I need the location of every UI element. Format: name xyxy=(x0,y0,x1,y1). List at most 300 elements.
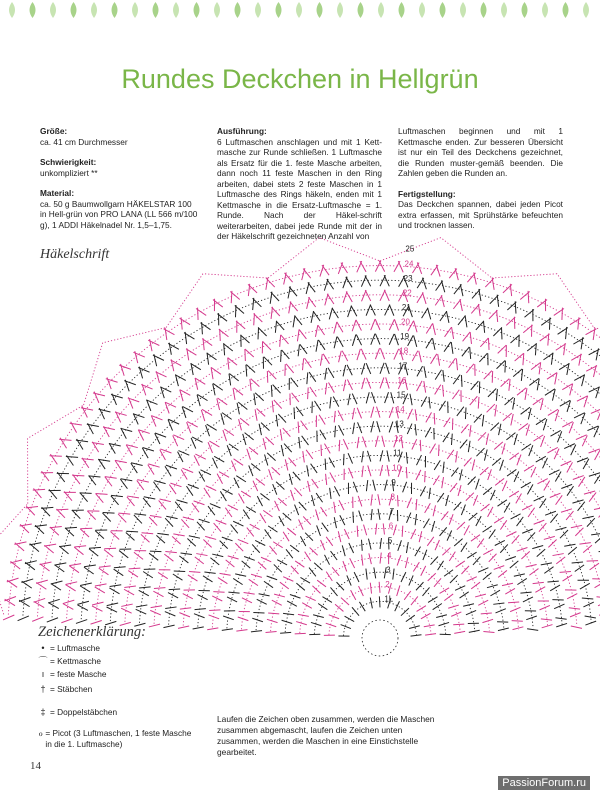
stitch-mark xyxy=(387,451,389,462)
stitch-mark xyxy=(206,425,210,436)
stitch-mark xyxy=(348,453,352,463)
drop-shape xyxy=(378,2,384,18)
drop-shape xyxy=(419,2,425,18)
stitch-mark xyxy=(500,544,508,552)
stitch-mark xyxy=(329,615,339,619)
stitch-mark xyxy=(563,575,573,581)
stitch-mark xyxy=(417,606,426,612)
stitch-mark xyxy=(240,418,249,425)
stitch-mark xyxy=(511,414,513,425)
stitch-mark xyxy=(95,584,107,586)
stitch-mark xyxy=(334,411,335,422)
stitch-mark xyxy=(296,583,304,590)
stitch-mark xyxy=(557,431,561,442)
stitch-mark xyxy=(298,344,299,356)
stitch-mark xyxy=(95,531,104,539)
stitch-mark xyxy=(127,496,139,498)
stitch-mark xyxy=(391,392,394,403)
stitch-mark xyxy=(330,472,336,482)
stitch-mark xyxy=(452,390,459,399)
stitch-mark xyxy=(267,453,275,461)
stitch-mark xyxy=(521,407,530,414)
stitch-mark xyxy=(550,585,560,591)
stitch-mark xyxy=(207,628,218,630)
stitch-mark xyxy=(137,480,149,483)
stitch-mark xyxy=(253,481,258,491)
stitch-mark xyxy=(51,584,61,591)
stitch-mark xyxy=(326,537,333,546)
stitch-mark xyxy=(587,518,595,526)
stitch-mark xyxy=(420,440,421,451)
stitch-mark xyxy=(461,375,462,387)
stitch-mark xyxy=(127,497,135,506)
stitch-mark xyxy=(260,513,266,523)
stitch-mark xyxy=(279,516,284,526)
stitch-mark xyxy=(349,468,353,478)
round-number-label: 9 xyxy=(391,477,396,487)
stitch-mark xyxy=(489,310,497,319)
round-group xyxy=(18,275,600,620)
stitch-mark xyxy=(378,494,380,505)
drop-shape xyxy=(522,2,528,18)
stitch-mark xyxy=(476,321,484,330)
stitch-mark xyxy=(502,481,507,491)
stitch-mark xyxy=(562,422,572,427)
stitch-mark xyxy=(233,521,243,526)
stitch-mark xyxy=(325,459,326,470)
stitch-mark xyxy=(478,600,488,605)
material-text: ca. 50 g Baumwollgarn HÄKELSTAR 100 in Hell-grün von PRO LANA (LL 566 m/100 g), 1 ADDI Häkelnadel Nr. 1,5–1,75. xyxy=(40,198,198,230)
stitch-mark xyxy=(308,282,315,292)
stitch-mark xyxy=(433,604,442,610)
stitch-mark xyxy=(426,338,432,348)
round-group xyxy=(76,334,600,624)
stitch-mark xyxy=(498,500,507,506)
stitch-mark xyxy=(257,408,266,416)
stitch-mark xyxy=(149,517,157,525)
stitch-mark xyxy=(528,408,531,419)
petal-point xyxy=(28,405,84,504)
stitch-mark xyxy=(464,525,469,535)
stitch-mark xyxy=(187,538,195,546)
stitch-mark xyxy=(393,569,394,580)
stitch-mark xyxy=(316,340,318,352)
stitch-mark xyxy=(275,501,280,511)
round-number-label: 12 xyxy=(394,434,403,444)
stitch-mark xyxy=(335,426,336,437)
stitch-mark xyxy=(211,367,213,379)
stitch-mark xyxy=(416,470,421,480)
stitch-mark xyxy=(126,531,138,532)
stitch-mark xyxy=(522,505,532,510)
stitch-mark xyxy=(271,385,272,397)
stitch-mark xyxy=(165,552,176,553)
stitch-mark xyxy=(589,473,600,476)
stitch-mark xyxy=(524,465,534,471)
stitch-mark xyxy=(416,582,423,590)
stitch-mark xyxy=(110,532,119,540)
stitch-mark xyxy=(214,523,221,532)
stitch-mark xyxy=(438,354,440,366)
stitch-mark xyxy=(36,582,46,589)
stitch-mark xyxy=(451,342,453,354)
stitch-mark xyxy=(414,335,417,346)
stitch-mark xyxy=(484,371,492,380)
stitch-mark xyxy=(209,610,220,611)
stitch-mark xyxy=(339,500,344,510)
stitch-mark xyxy=(470,396,478,405)
stitch-mark xyxy=(239,494,245,504)
round-number-label: 3 xyxy=(386,565,391,575)
round-number-label: 4 xyxy=(387,550,392,560)
stitch-mark xyxy=(575,528,583,536)
stitch-mark xyxy=(306,450,313,459)
round-number-label: 11 xyxy=(393,448,402,458)
stitch-mark xyxy=(478,397,479,409)
stitch-mark xyxy=(335,604,343,611)
stitch-mark xyxy=(442,548,450,556)
stitch-mark xyxy=(231,524,238,533)
finishing-text: Das Deckchen spannen, dabei jeden Picot extra erfassen, mit Sprühstärke befeuchten und trocknen lassen. xyxy=(398,199,563,230)
stitch-mark xyxy=(467,552,476,558)
stitch-mark xyxy=(56,509,68,510)
stitch-mark xyxy=(293,472,300,481)
stitch-mark xyxy=(102,513,110,522)
stitch-mark xyxy=(594,507,600,509)
stitch-mark xyxy=(380,377,384,388)
stitch-mark xyxy=(193,627,204,629)
stitch-mark xyxy=(247,528,254,537)
stitch-mark xyxy=(496,609,506,613)
stitch-mark xyxy=(370,305,375,316)
stitch-mark xyxy=(59,545,71,547)
stitch-mark xyxy=(222,489,232,494)
stitch-mark xyxy=(278,414,286,423)
stitch-mark xyxy=(172,536,180,544)
stitch-mark xyxy=(173,435,184,440)
stitch-mark xyxy=(294,408,295,420)
stitch-mark xyxy=(348,394,350,405)
stitch-mark xyxy=(328,368,334,378)
stitch-mark xyxy=(541,436,545,447)
stitch-mark xyxy=(194,614,205,618)
stitch-mark xyxy=(425,634,436,636)
stitch-mark xyxy=(300,577,310,583)
stitch-mark xyxy=(352,335,356,346)
stitch-mark xyxy=(375,319,380,330)
stitch-mark xyxy=(134,552,143,559)
stitch-mark xyxy=(389,334,394,345)
stitch-mark xyxy=(322,523,329,532)
stitch-mark xyxy=(443,462,444,473)
stitch-mark xyxy=(250,524,260,529)
stitch-mark xyxy=(478,432,486,440)
stitch-mark xyxy=(401,572,406,582)
stitch-mark xyxy=(417,381,422,391)
stitch-mark xyxy=(494,566,505,570)
stitch-mark xyxy=(535,343,536,355)
stitch-mark xyxy=(397,585,400,596)
stitch-mark xyxy=(534,496,544,501)
stitch-mark xyxy=(354,572,359,582)
stitch-mark xyxy=(268,371,276,380)
round-number-label: 14 xyxy=(395,405,405,415)
drop-shape xyxy=(173,2,179,18)
stitch-mark xyxy=(555,410,559,421)
drop-shape xyxy=(501,2,507,18)
stitch-mark xyxy=(535,587,545,593)
stitch-mark xyxy=(268,526,277,532)
legend-text: = Doppelstäbchen xyxy=(50,707,118,717)
round-number-label: 18 xyxy=(399,346,409,356)
stitch-mark xyxy=(134,514,146,515)
stitch-mark xyxy=(505,557,516,561)
stitch-mark xyxy=(562,308,563,320)
center-ring xyxy=(362,620,398,656)
drop-shape xyxy=(337,2,343,18)
stitch-mark xyxy=(238,617,249,621)
stitch-mark xyxy=(149,624,160,627)
stitch-mark xyxy=(434,460,440,470)
stitch-mark xyxy=(521,551,529,559)
stitch-mark xyxy=(3,615,14,620)
stitch-mark xyxy=(513,627,524,630)
stitch-mark xyxy=(440,527,447,536)
stitch-mark xyxy=(41,507,53,508)
stitch-mark xyxy=(495,478,504,485)
round-group xyxy=(61,319,600,623)
stitch-mark xyxy=(450,483,457,492)
stitch-mark xyxy=(178,626,189,628)
stitch-mark xyxy=(409,626,420,629)
stitch-mark xyxy=(264,581,273,587)
stitch-mark xyxy=(554,449,559,460)
stitch-mark xyxy=(371,509,372,520)
stitch-mark xyxy=(303,516,311,524)
stitch-mark xyxy=(362,540,363,551)
stitch-mark xyxy=(326,572,332,581)
legend-item xyxy=(36,728,196,749)
stitch-mark xyxy=(32,617,43,622)
stitch-mark xyxy=(561,484,572,488)
stitch-mark xyxy=(419,351,422,362)
stitch-mark xyxy=(377,407,380,418)
stitch-mark xyxy=(375,436,378,447)
stitch-mark xyxy=(281,350,282,362)
stitch-mark xyxy=(514,434,517,445)
stitch-mark xyxy=(370,598,372,609)
stitch-mark xyxy=(362,290,367,301)
stitch-mark xyxy=(166,516,177,518)
stitch-mark xyxy=(209,615,220,619)
stitch-mark xyxy=(325,368,327,380)
stitch-mark xyxy=(47,618,58,622)
stitch-mark xyxy=(425,503,431,513)
stitch-mark xyxy=(238,539,248,543)
stitch-mark xyxy=(405,557,408,568)
round-number-label: 5 xyxy=(387,536,393,546)
stitch-mark xyxy=(522,444,532,451)
stitch-mark xyxy=(191,438,196,449)
stitch-mark xyxy=(149,553,158,560)
stitch-mark xyxy=(375,348,379,359)
stitch-mark xyxy=(371,392,375,403)
stitch-mark xyxy=(334,502,336,513)
stitch-mark xyxy=(351,306,357,317)
stitch-mark xyxy=(310,387,317,397)
stitch-mark xyxy=(253,298,262,306)
stitch-mark xyxy=(429,397,430,409)
stitch-mark xyxy=(309,568,316,577)
stitch-mark xyxy=(451,434,452,445)
stitch-mark xyxy=(303,269,311,279)
stitch-mark xyxy=(283,428,291,437)
stitch-mark xyxy=(314,401,320,411)
stitch-mark xyxy=(469,513,478,520)
stitch-mark xyxy=(357,408,361,419)
stitch-mark xyxy=(471,535,480,542)
stitch-mark xyxy=(358,422,362,433)
stitch-mark xyxy=(427,537,434,546)
stitch-mark xyxy=(337,582,344,590)
stitch-mark xyxy=(330,397,331,409)
stitch-mark xyxy=(186,486,192,496)
round-number-label: 21 xyxy=(401,302,411,312)
stitch-mark xyxy=(199,471,205,481)
stitch-mark xyxy=(387,465,389,476)
stitch-mark xyxy=(221,413,224,424)
stitch-mark xyxy=(343,439,348,449)
stitch-mark xyxy=(51,581,63,584)
stitch-mark xyxy=(479,289,481,301)
stitch-mark xyxy=(357,349,360,360)
stitch-mark xyxy=(210,558,219,565)
stitch-mark xyxy=(371,319,375,330)
difficulty-heading: Schwierigkeit: xyxy=(40,157,97,167)
stitch-mark xyxy=(7,578,19,582)
stitch-mark xyxy=(442,477,444,488)
stitch-mark xyxy=(490,490,495,500)
stitch-mark xyxy=(308,387,309,399)
stitch-mark xyxy=(284,444,292,453)
stitch-mark xyxy=(150,610,161,615)
chain-arc xyxy=(329,587,431,635)
stitch-mark xyxy=(357,437,359,448)
note-text: Laufen die Zeichen oben zusammen, werden die Maschen zusammen abgemascht, laufen die Zeichen unten zusammen, werden die Maschen in eine Einstichstelle gearbeitet. xyxy=(217,714,435,757)
stitch-mark xyxy=(517,455,521,466)
stitch-mark xyxy=(119,365,131,369)
stitch-mark xyxy=(325,555,330,565)
stitch-mark xyxy=(119,551,128,558)
stitch-mark xyxy=(258,562,266,570)
stitch-mark xyxy=(511,335,520,343)
stitch-mark xyxy=(590,563,599,570)
stitch-mark xyxy=(514,471,519,481)
stitch-mark xyxy=(540,499,546,508)
chart-title: Häkelschrift xyxy=(40,247,110,262)
stitch-mark xyxy=(532,545,543,548)
page-title: Rundes Deckchen in Hellgrün xyxy=(121,64,479,94)
stitch-mark xyxy=(448,605,459,608)
stitch-mark xyxy=(471,304,479,313)
stitch-mark xyxy=(243,510,249,519)
stitch-mark xyxy=(434,578,441,586)
stitch-mark xyxy=(298,614,309,616)
stitch-mark xyxy=(469,630,480,632)
stitch-mark xyxy=(227,445,231,456)
stitch-mark xyxy=(555,618,566,620)
stitch-mark xyxy=(326,474,327,485)
stitch-mark xyxy=(577,458,588,462)
stitch-mark xyxy=(124,589,134,595)
stitch-mark xyxy=(283,513,292,520)
stitch-mark xyxy=(455,586,465,591)
stitch-mark xyxy=(143,498,150,507)
stitch-mark xyxy=(74,547,83,555)
stitch-mark xyxy=(408,409,413,419)
stitch-mark xyxy=(510,607,520,611)
stitch-mark xyxy=(552,389,555,401)
stitch-mark xyxy=(359,511,363,522)
stitch-mark xyxy=(154,588,165,589)
stitch-mark xyxy=(114,567,126,568)
stitch-mark xyxy=(362,466,363,477)
stitch-mark xyxy=(366,305,371,316)
stitch-mark xyxy=(280,632,291,633)
stitch-mark xyxy=(352,394,357,405)
stitch-mark xyxy=(301,421,308,430)
stitch-mark xyxy=(567,594,577,599)
stitch-mark xyxy=(564,444,575,449)
stitch-mark xyxy=(206,486,216,491)
stitch-mark xyxy=(359,586,364,596)
stitch-mark xyxy=(179,613,190,617)
round-number-label: 17 xyxy=(398,361,408,371)
stitch-mark xyxy=(583,545,592,552)
stitch-mark xyxy=(443,370,444,382)
stitch-mark xyxy=(319,415,325,425)
round-group xyxy=(105,363,600,625)
stitch-mark xyxy=(389,422,393,433)
stitch-mark xyxy=(311,464,318,473)
stitch-mark xyxy=(291,566,299,574)
stitch-mark xyxy=(283,613,294,614)
stitch-mark xyxy=(346,277,352,287)
stitch-mark xyxy=(429,488,430,499)
stitch-mark xyxy=(421,396,427,406)
stitch-mark xyxy=(503,413,512,421)
stitch-mark xyxy=(139,587,151,588)
stitch-mark xyxy=(195,609,206,610)
stitch-mark xyxy=(267,619,278,622)
stitch-mark xyxy=(234,478,239,488)
stitch-mark xyxy=(263,438,266,449)
stitch-mark xyxy=(181,553,192,554)
stitch-mark xyxy=(290,302,298,311)
stitch-mark xyxy=(596,597,600,598)
stitch-mark xyxy=(470,425,471,436)
stitch-mark xyxy=(189,536,200,538)
stitch-mark xyxy=(505,361,506,373)
stitch-mark xyxy=(406,615,415,621)
stitch-mark xyxy=(365,276,371,287)
stitch-mark xyxy=(377,421,380,432)
stitch-mark xyxy=(223,616,234,620)
stitch-mark xyxy=(578,317,579,329)
stitch-mark xyxy=(479,353,487,362)
stitch-mark xyxy=(531,467,536,477)
stitch-mark xyxy=(321,507,327,516)
